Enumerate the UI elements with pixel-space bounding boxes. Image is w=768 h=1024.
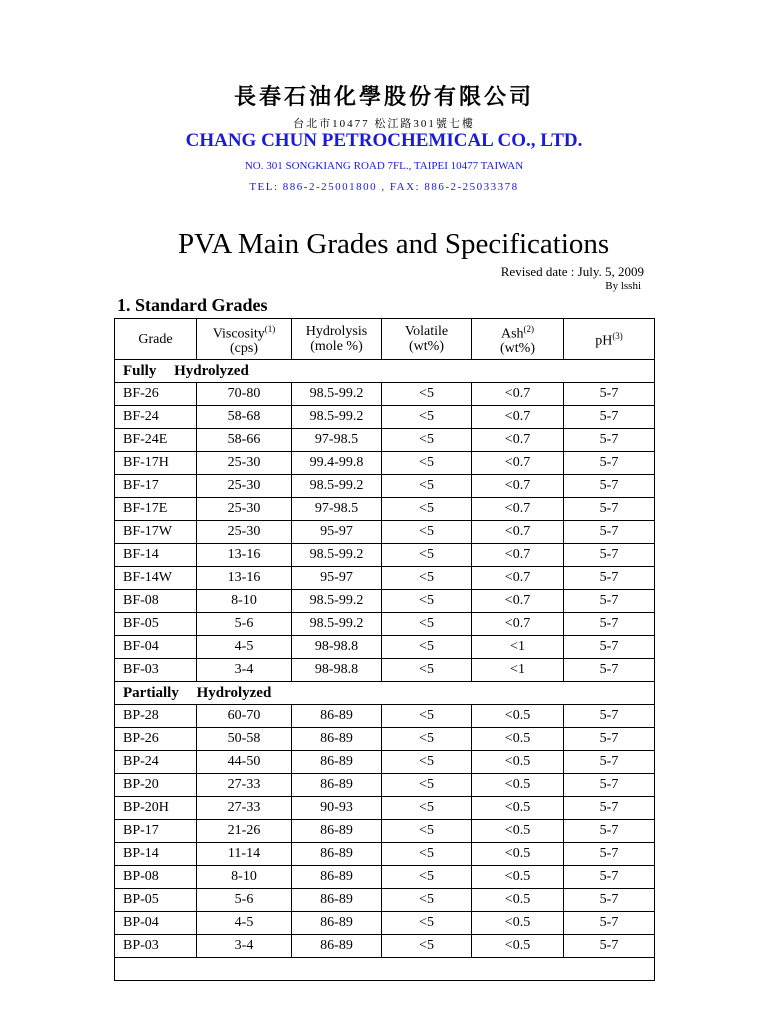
cell-viscosity: 8-10 [197, 590, 292, 613]
cell-hydrolysis: 98.5-99.2 [292, 406, 382, 429]
address-chinese: 台北市10477 松江路301號七樓 [293, 118, 475, 130]
cell-grade: BF-14 [115, 544, 197, 567]
cell-ph: 5-7 [564, 452, 655, 475]
cell-hydrolysis: 98.5-99.2 [292, 475, 382, 498]
cell-grade: BF-17W [115, 521, 197, 544]
cell-ash: <0.7 [472, 613, 564, 636]
cell-ph: 5-7 [564, 935, 655, 958]
cell-grade: BP-05 [115, 889, 197, 912]
cell-hydrolysis: 98.5-99.2 [292, 590, 382, 613]
header-ph: $pH^{(3)}$ [564, 319, 655, 360]
cell-grade: BP-20H [115, 797, 197, 820]
header-volatile: Volatile (wt%) [382, 319, 472, 360]
cell-volatile: <5 [382, 751, 472, 774]
table-row [115, 544, 655, 567]
cell-grade: BF-24E [115, 429, 197, 452]
cell-volatile: <5 [382, 774, 472, 797]
address-english: NO. 301 SONGKIANG ROAD 7FL., TAIPEI 10477 TAIWAN [244, 160, 524, 172]
cell-volatile: <5 [382, 521, 472, 544]
cell-ash: <0.5 [472, 912, 564, 935]
cell-viscosity: 27-33 [197, 797, 292, 820]
cell-grade: BP-08 [115, 866, 197, 889]
table-row [115, 866, 655, 889]
cell-ash: <0.5 [472, 935, 564, 958]
author-byline: By lsshi [605, 280, 641, 292]
cell-volatile: <5 [382, 889, 472, 912]
table-row [115, 659, 655, 682]
table-row [115, 728, 655, 751]
cell-hydrolysis: 97-98.5 [292, 498, 382, 521]
company-name-chinese: 長春石油化學股份有限公司 [233, 84, 534, 109]
cell-ph: 5-7 [564, 843, 655, 866]
cell-grade: BF-05 [115, 613, 197, 636]
table-row [115, 636, 655, 659]
cell-ph: 5-7 [564, 567, 655, 590]
cell-volatile: <5 [382, 797, 472, 820]
cell-grade: BF-24 [115, 406, 197, 429]
document-title: PVA Main Grades and Specifications [178, 228, 610, 260]
table-row [115, 613, 655, 636]
cell-viscosity: 50-58 [197, 728, 292, 751]
revised-date: Revised date : July. 5, 2009 [500, 264, 644, 279]
group-header-row [115, 360, 655, 383]
cell-hydrolysis: 90-93 [292, 797, 382, 820]
cell-hydrolysis: 95-97 [292, 567, 382, 590]
cell-hydrolysis: 86-89 [292, 751, 382, 774]
table-row [115, 452, 655, 475]
cell-volatile: <5 [382, 613, 472, 636]
cell-ph: 5-7 [564, 636, 655, 659]
cell-volatile: <5 [382, 728, 472, 751]
company-name-english: CHANG CHUN PETROCHEMICAL CO., LTD. [185, 130, 583, 151]
cell-viscosity: 25-30 [197, 521, 292, 544]
cell-viscosity: 5-6 [197, 613, 292, 636]
cell-hydrolysis: 98.5-99.2 [292, 613, 382, 636]
cell-viscosity: 25-30 [197, 452, 292, 475]
cell-viscosity: 3-4 [197, 935, 292, 958]
section-title: 1. Standard Grades [117, 295, 268, 315]
cell-ph: 5-7 [564, 498, 655, 521]
cell-volatile: <5 [382, 429, 472, 452]
table-header [115, 319, 655, 360]
cell-viscosity: 58-68 [197, 406, 292, 429]
table-row [115, 498, 655, 521]
cell-ph: 5-7 [564, 728, 655, 751]
table-row [115, 774, 655, 797]
cell-ph: 5-7 [564, 590, 655, 613]
contact-tel-fax: TEL: 886-2-25001800 , FAX: 886-2-25033378 [249, 181, 519, 193]
cell-ash: <0.7 [472, 475, 564, 498]
table-row [115, 406, 655, 429]
cell-volatile: <5 [382, 820, 472, 843]
cell-ph: 5-7 [564, 774, 655, 797]
cell-ph: 5-7 [564, 889, 655, 912]
table-row [115, 912, 655, 935]
cell-volatile: <5 [382, 475, 472, 498]
cell-ash: <0.5 [472, 705, 564, 728]
cell-ph: 5-7 [564, 912, 655, 935]
cell-grade: BP-17 [115, 820, 197, 843]
cell-volatile: <5 [382, 636, 472, 659]
cell-grade: BF-17E [115, 498, 197, 521]
header-ash: Ash$^{(2)}$ (wt%) [472, 319, 564, 360]
cell-ash: <0.7 [472, 383, 564, 406]
group-label: Fully Hydrolyzed [115, 360, 655, 383]
cell-ph: 5-7 [564, 705, 655, 728]
cell-volatile: <5 [382, 866, 472, 889]
cell-viscosity: 60-70 [197, 705, 292, 728]
table-row [115, 383, 655, 406]
cell-grade: BF-08 [115, 590, 197, 613]
cell-viscosity: 58-66 [197, 429, 292, 452]
cell-hydrolysis: 86-89 [292, 728, 382, 751]
cell-viscosity: 4-5 [197, 912, 292, 935]
cell-viscosity: 3-4 [197, 659, 292, 682]
table-row [115, 705, 655, 728]
empty-cell [115, 958, 655, 981]
cell-ash: <0.7 [472, 498, 564, 521]
cell-hydrolysis: 86-89 [292, 774, 382, 797]
cell-ash: <0.7 [472, 567, 564, 590]
cell-ph: 5-7 [564, 797, 655, 820]
cell-viscosity: 27-33 [197, 774, 292, 797]
cell-ph: 5-7 [564, 659, 655, 682]
group-header-row [115, 682, 655, 705]
cell-grade: BP-04 [115, 912, 197, 935]
cell-hydrolysis: 99.4-99.8 [292, 452, 382, 475]
cell-grade: BF-03 [115, 659, 197, 682]
header-hydrolysis: Hydrolysis (mole %) [292, 319, 382, 360]
cell-grade: BP-20 [115, 774, 197, 797]
cell-grade: BP-03 [115, 935, 197, 958]
cell-ash: <0.7 [472, 544, 564, 567]
cell-grade: BP-24 [115, 751, 197, 774]
cell-grade: BF-14W [115, 567, 197, 590]
cell-viscosity: 4-5 [197, 636, 292, 659]
cell-ph: 5-7 [564, 383, 655, 406]
cell-viscosity: 70-80 [197, 383, 292, 406]
cell-hydrolysis: 98.5-99.2 [292, 544, 382, 567]
cell-hydrolysis: 98-98.8 [292, 636, 382, 659]
cell-ash: <0.7 [472, 452, 564, 475]
cell-ph: 5-7 [564, 429, 655, 452]
cell-ash: <1 [472, 636, 564, 659]
table-row [115, 475, 655, 498]
cell-ph: 5-7 [564, 544, 655, 567]
cell-ash: <0.5 [472, 843, 564, 866]
table-row [115, 521, 655, 544]
cell-hydrolysis: 86-89 [292, 820, 382, 843]
table-row [115, 889, 655, 912]
cell-hydrolysis: 86-89 [292, 935, 382, 958]
header-viscosity: Viscosity$^{(1)}$ (cps) [197, 319, 292, 360]
cell-ash: <0.5 [472, 820, 564, 843]
table-row [115, 567, 655, 590]
empty-row [115, 958, 655, 981]
header-grade: Grade [115, 319, 197, 360]
cell-ph: 5-7 [564, 820, 655, 843]
grades-table [114, 318, 655, 981]
cell-volatile: <5 [382, 843, 472, 866]
cell-hydrolysis: 98-98.8 [292, 659, 382, 682]
cell-hydrolysis: 98.5-99.2 [292, 383, 382, 406]
cell-hydrolysis: 86-89 [292, 912, 382, 935]
table-row [115, 820, 655, 843]
cell-viscosity: 5-6 [197, 889, 292, 912]
cell-ph: 5-7 [564, 613, 655, 636]
cell-ash: <0.7 [472, 429, 564, 452]
cell-volatile: <5 [382, 590, 472, 613]
cell-volatile: <5 [382, 498, 472, 521]
cell-viscosity: 8-10 [197, 866, 292, 889]
cell-viscosity: 44-50 [197, 751, 292, 774]
table-body [115, 360, 655, 981]
cell-ph: 5-7 [564, 406, 655, 429]
cell-viscosity: 13-16 [197, 544, 292, 567]
cell-volatile: <5 [382, 452, 472, 475]
cell-volatile: <5 [382, 567, 472, 590]
cell-hydrolysis: 86-89 [292, 866, 382, 889]
cell-ash: <0.7 [472, 521, 564, 544]
table-row [115, 843, 655, 866]
cell-ash: <0.5 [472, 866, 564, 889]
cell-volatile: <5 [382, 935, 472, 958]
cell-grade: BP-28 [115, 705, 197, 728]
cell-ash: <0.5 [472, 774, 564, 797]
cell-ph: 5-7 [564, 475, 655, 498]
cell-grade: BF-17H [115, 452, 197, 475]
cell-ash: <0.7 [472, 590, 564, 613]
cell-ash: <1 [472, 659, 564, 682]
cell-grade: BF-17 [115, 475, 197, 498]
table-row [115, 590, 655, 613]
cell-hydrolysis: 86-89 [292, 705, 382, 728]
cell-hydrolysis: 97-98.5 [292, 429, 382, 452]
cell-volatile: <5 [382, 912, 472, 935]
table-row [115, 797, 655, 820]
cell-viscosity: 11-14 [197, 843, 292, 866]
cell-ash: <0.5 [472, 797, 564, 820]
cell-grade: BP-26 [115, 728, 197, 751]
cell-grade: BP-14 [115, 843, 197, 866]
cell-viscosity: 13-16 [197, 567, 292, 590]
table-row [115, 935, 655, 958]
cell-volatile: <5 [382, 406, 472, 429]
cell-ph: 5-7 [564, 866, 655, 889]
cell-volatile: <5 [382, 383, 472, 406]
cell-volatile: <5 [382, 659, 472, 682]
cell-ash: <0.7 [472, 406, 564, 429]
cell-ash: <0.5 [472, 728, 564, 751]
cell-hydrolysis: 86-89 [292, 889, 382, 912]
cell-viscosity: 25-30 [197, 475, 292, 498]
cell-hydrolysis: 86-89 [292, 843, 382, 866]
table-row [115, 751, 655, 774]
cell-grade: BF-26 [115, 383, 197, 406]
group-label: Partially Hydrolyzed [115, 682, 655, 705]
cell-ash: <0.5 [472, 751, 564, 774]
cell-ph: 5-7 [564, 751, 655, 774]
cell-grade: BF-04 [115, 636, 197, 659]
cell-volatile: <5 [382, 705, 472, 728]
cell-ph: 5-7 [564, 521, 655, 544]
cell-viscosity: 21-26 [197, 820, 292, 843]
cell-ash: <0.5 [472, 889, 564, 912]
cell-viscosity: 25-30 [197, 498, 292, 521]
table-row [115, 429, 655, 452]
cell-volatile: <5 [382, 544, 472, 567]
cell-hydrolysis: 95-97 [292, 521, 382, 544]
